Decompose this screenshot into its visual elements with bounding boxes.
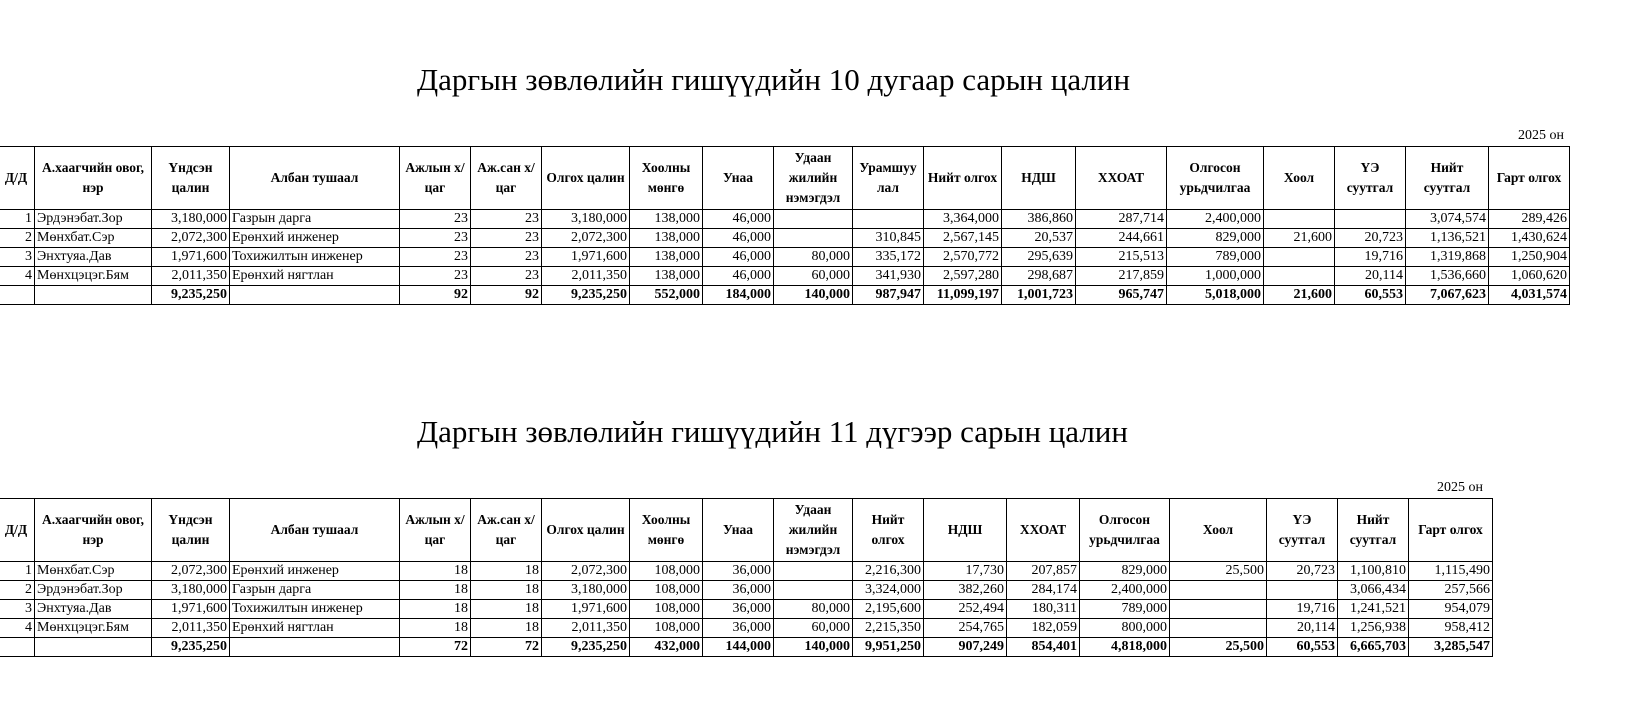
column-header: Гарт олгох bbox=[1409, 499, 1493, 562]
table-cell: 2,072,300 bbox=[542, 229, 630, 248]
table-cell: 3,180,000 bbox=[152, 210, 230, 229]
table-cell: 800,000 bbox=[1080, 619, 1170, 638]
table-cell: 108,000 bbox=[630, 562, 703, 581]
table-cell bbox=[1170, 600, 1267, 619]
table-cell: 3,180,000 bbox=[542, 210, 630, 229]
table-cell: Мөнхбат.Сэр bbox=[35, 562, 152, 581]
column-header: Гарт олгох bbox=[1489, 147, 1570, 210]
table-cell: 244,661 bbox=[1076, 229, 1167, 248]
table-cell: 1,115,490 bbox=[1409, 562, 1493, 581]
salary-table-october bbox=[0, 146, 1570, 305]
total-cell: 140,000 bbox=[774, 638, 853, 657]
table-cell: 2 bbox=[0, 229, 35, 248]
table-2-title: Даргын зөвлөлийн гишүүдийн 11 дүгээр сарын цалин bbox=[417, 414, 1128, 449]
total-cell: 7,067,623 bbox=[1406, 286, 1489, 305]
total-cell: 907,249 bbox=[924, 638, 1007, 657]
table-cell: Газрын дарга bbox=[230, 581, 400, 600]
table-cell: 2,072,300 bbox=[152, 229, 230, 248]
table-cell: Тохижилтын инженер bbox=[230, 600, 400, 619]
table-cell: Газрын дарга bbox=[230, 210, 400, 229]
table-cell: 2,400,000 bbox=[1167, 210, 1264, 229]
table-cell: 3,066,434 bbox=[1338, 581, 1409, 600]
table-cell bbox=[1264, 267, 1335, 286]
column-header: Д/Д bbox=[0, 499, 35, 562]
total-cell bbox=[35, 286, 152, 305]
total-cell: 965,747 bbox=[1076, 286, 1167, 305]
total-cell: 144,000 bbox=[703, 638, 774, 657]
table-cell: Энхтуяа.Дав bbox=[35, 248, 152, 267]
table-cell bbox=[1170, 619, 1267, 638]
table-cell: 2,011,350 bbox=[542, 267, 630, 286]
column-header: ХХОАТ bbox=[1007, 499, 1080, 562]
table-cell: 254,765 bbox=[924, 619, 1007, 638]
table-cell: 18 bbox=[400, 562, 471, 581]
total-cell: 4,031,574 bbox=[1489, 286, 1570, 305]
table-cell: Ерөнхий инженер bbox=[230, 229, 400, 248]
table-cell: 18 bbox=[400, 600, 471, 619]
table-cell: 1,000,000 bbox=[1167, 267, 1264, 286]
salary-table-november bbox=[0, 498, 1493, 657]
column-header: Ажлын х/цаг bbox=[400, 147, 471, 210]
table-cell: 298,687 bbox=[1002, 267, 1076, 286]
table-row bbox=[0, 619, 1493, 638]
table-cell: 108,000 bbox=[630, 581, 703, 600]
table-cell: 80,000 bbox=[774, 248, 853, 267]
column-header: НДШ bbox=[924, 499, 1007, 562]
column-header: Аж.сан х/цаг bbox=[471, 147, 542, 210]
table-cell bbox=[774, 210, 853, 229]
table-cell bbox=[774, 581, 853, 600]
table-cell: 46,000 bbox=[703, 229, 774, 248]
table-cell: 2,011,350 bbox=[152, 619, 230, 638]
column-header: Унаа bbox=[703, 147, 774, 210]
column-header: ҮЭ суутгал bbox=[1335, 147, 1406, 210]
total-cell: 60,553 bbox=[1335, 286, 1406, 305]
table-cell: 23 bbox=[400, 229, 471, 248]
table-2-year: 2025 он bbox=[1437, 480, 1483, 495]
table-cell: 23 bbox=[471, 248, 542, 267]
table-cell: 3,364,000 bbox=[924, 210, 1002, 229]
total-cell: 3,285,547 bbox=[1409, 638, 1493, 657]
table-cell: 18 bbox=[471, 619, 542, 638]
table-cell: 1,100,810 bbox=[1338, 562, 1409, 581]
total-row bbox=[0, 638, 1493, 657]
total-row bbox=[0, 286, 1570, 305]
column-header: ХХОАТ bbox=[1076, 147, 1167, 210]
table-cell: 1,250,904 bbox=[1489, 248, 1570, 267]
table-cell: 310,845 bbox=[853, 229, 924, 248]
table-cell: 3,180,000 bbox=[152, 581, 230, 600]
table-cell: 3,074,574 bbox=[1406, 210, 1489, 229]
table-cell bbox=[853, 210, 924, 229]
total-cell: 21,600 bbox=[1264, 286, 1335, 305]
table-cell: 3 bbox=[0, 600, 35, 619]
table-cell bbox=[1264, 248, 1335, 267]
table-cell: 46,000 bbox=[703, 248, 774, 267]
table-cell bbox=[774, 562, 853, 581]
table-cell bbox=[1267, 581, 1338, 600]
table-cell: 3,180,000 bbox=[542, 581, 630, 600]
table-cell: 21,600 bbox=[1264, 229, 1335, 248]
table-cell: 1,136,521 bbox=[1406, 229, 1489, 248]
total-cell: 25,500 bbox=[1170, 638, 1267, 657]
table-cell: 36,000 bbox=[703, 581, 774, 600]
total-cell: 72 bbox=[400, 638, 471, 657]
table-cell: 20,723 bbox=[1267, 562, 1338, 581]
column-header: Д/Д bbox=[0, 147, 35, 210]
table-cell: 36,000 bbox=[703, 600, 774, 619]
total-cell: 9,235,250 bbox=[152, 638, 230, 657]
total-cell: 4,818,000 bbox=[1080, 638, 1170, 657]
table-1-year: 2025 он bbox=[1518, 128, 1564, 143]
total-cell: 9,235,250 bbox=[542, 286, 630, 305]
table-row bbox=[0, 248, 1570, 267]
column-header: Урамшуу лал bbox=[853, 147, 924, 210]
table-cell: 954,079 bbox=[1409, 600, 1493, 619]
table-cell: 2,072,300 bbox=[152, 562, 230, 581]
table-cell: Эрдэнэбат.Зор bbox=[35, 581, 152, 600]
table-cell: 2,597,280 bbox=[924, 267, 1002, 286]
table-cell: Энхтуяа.Дав bbox=[35, 600, 152, 619]
table-cell: Мөнхцэцэг.Бям bbox=[35, 619, 152, 638]
table-cell: 1,256,938 bbox=[1338, 619, 1409, 638]
table-cell: 1,971,600 bbox=[542, 600, 630, 619]
table-cell: 2 bbox=[0, 581, 35, 600]
table-cell: 2,216,300 bbox=[853, 562, 924, 581]
total-cell: 5,018,000 bbox=[1167, 286, 1264, 305]
column-header: Албан тушаал bbox=[230, 499, 400, 562]
table-cell: 789,000 bbox=[1167, 248, 1264, 267]
table-cell: 217,859 bbox=[1076, 267, 1167, 286]
table-cell: 295,639 bbox=[1002, 248, 1076, 267]
total-cell: 9,235,250 bbox=[542, 638, 630, 657]
column-header: Хоол bbox=[1170, 499, 1267, 562]
table-row bbox=[0, 229, 1570, 248]
table-cell: 789,000 bbox=[1080, 600, 1170, 619]
table-cell: 20,114 bbox=[1267, 619, 1338, 638]
column-header: Ажлын х/цаг bbox=[400, 499, 471, 562]
table-cell: 2,011,350 bbox=[152, 267, 230, 286]
table-cell: 341,930 bbox=[853, 267, 924, 286]
total-cell: 987,947 bbox=[853, 286, 924, 305]
table-cell: 182,059 bbox=[1007, 619, 1080, 638]
column-header: ҮЭ суутгал bbox=[1267, 499, 1338, 562]
total-cell: 6,665,703 bbox=[1338, 638, 1409, 657]
table-cell: 215,513 bbox=[1076, 248, 1167, 267]
header-row bbox=[0, 147, 1570, 210]
table-cell: 4 bbox=[0, 267, 35, 286]
total-cell bbox=[0, 638, 35, 657]
table-cell: 2,215,350 bbox=[853, 619, 924, 638]
table-cell: 23 bbox=[400, 267, 471, 286]
table-cell: 3,324,000 bbox=[853, 581, 924, 600]
table-cell: 20,114 bbox=[1335, 267, 1406, 286]
table-cell: 60,000 bbox=[774, 619, 853, 638]
total-cell: 184,000 bbox=[703, 286, 774, 305]
table-cell: 2,011,350 bbox=[542, 619, 630, 638]
total-cell: 140,000 bbox=[774, 286, 853, 305]
column-header: Удаан жилийн нэмэгдэл bbox=[774, 147, 853, 210]
total-cell: 432,000 bbox=[630, 638, 703, 657]
column-header: А.хаагчийн овог, нэр bbox=[35, 147, 152, 210]
total-cell: 72 bbox=[471, 638, 542, 657]
column-header: Нийт олгох bbox=[924, 147, 1002, 210]
total-cell: 1,001,723 bbox=[1002, 286, 1076, 305]
table-cell: 138,000 bbox=[630, 210, 703, 229]
total-cell: 11,099,197 bbox=[924, 286, 1002, 305]
table-cell: 1,060,620 bbox=[1489, 267, 1570, 286]
table-cell: 289,426 bbox=[1489, 210, 1570, 229]
column-header: Аж.сан х/цаг bbox=[471, 499, 542, 562]
column-header: Удаан жилийн нэмэгдэл bbox=[774, 499, 853, 562]
table-cell bbox=[1335, 210, 1406, 229]
table-cell: 17,730 bbox=[924, 562, 1007, 581]
total-cell bbox=[230, 638, 400, 657]
column-header: Албан тушаал bbox=[230, 147, 400, 210]
table-cell: 284,174 bbox=[1007, 581, 1080, 600]
table-cell: Ерөнхий нягтлан bbox=[230, 619, 400, 638]
table-cell: 829,000 bbox=[1167, 229, 1264, 248]
column-header: Үндсэн цалин bbox=[152, 147, 230, 210]
total-cell: 60,553 bbox=[1267, 638, 1338, 657]
table-cell: 138,000 bbox=[630, 229, 703, 248]
column-header: НДШ bbox=[1002, 147, 1076, 210]
table-cell: 138,000 bbox=[630, 248, 703, 267]
table-cell: 36,000 bbox=[703, 562, 774, 581]
column-header: Олгох цалин bbox=[542, 147, 630, 210]
table-cell: Ерөнхий инженер bbox=[230, 562, 400, 581]
table-cell: 1 bbox=[0, 210, 35, 229]
column-header: Нийт суутгал bbox=[1406, 147, 1489, 210]
total-cell: 854,401 bbox=[1007, 638, 1080, 657]
table-cell: 19,716 bbox=[1267, 600, 1338, 619]
table-cell: 1 bbox=[0, 562, 35, 581]
table-cell: 2,570,772 bbox=[924, 248, 1002, 267]
table-row bbox=[0, 581, 1493, 600]
table-cell: 386,860 bbox=[1002, 210, 1076, 229]
table-cell: 19,716 bbox=[1335, 248, 1406, 267]
table-cell bbox=[1264, 210, 1335, 229]
table-cell: 23 bbox=[400, 248, 471, 267]
table-cell: 18 bbox=[471, 581, 542, 600]
table-cell: 2,195,600 bbox=[853, 600, 924, 619]
table-cell: Тохижилтын инженер bbox=[230, 248, 400, 267]
column-header: А.хаагчийн овог, нэр bbox=[35, 499, 152, 562]
total-cell: 92 bbox=[400, 286, 471, 305]
table-cell: 60,000 bbox=[774, 267, 853, 286]
table-cell: Мөнхцэцэг.Бям bbox=[35, 267, 152, 286]
table-cell: 180,311 bbox=[1007, 600, 1080, 619]
total-cell: 552,000 bbox=[630, 286, 703, 305]
table-cell: 958,412 bbox=[1409, 619, 1493, 638]
table-cell: 3 bbox=[0, 248, 35, 267]
table-cell: 207,857 bbox=[1007, 562, 1080, 581]
total-cell: 92 bbox=[471, 286, 542, 305]
table-cell: 335,172 bbox=[853, 248, 924, 267]
column-header: Унаа bbox=[703, 499, 774, 562]
table-cell: 108,000 bbox=[630, 600, 703, 619]
table-cell: 36,000 bbox=[703, 619, 774, 638]
table-cell: 1,241,521 bbox=[1338, 600, 1409, 619]
header-row bbox=[0, 499, 1493, 562]
table-cell: 138,000 bbox=[630, 267, 703, 286]
column-header: Үндсэн цалин bbox=[152, 499, 230, 562]
total-cell bbox=[35, 638, 152, 657]
table-cell: 1,971,600 bbox=[542, 248, 630, 267]
table-cell: 2,400,000 bbox=[1080, 581, 1170, 600]
table-cell: Ерөнхий нягтлан bbox=[230, 267, 400, 286]
column-header: Нийт олгох bbox=[853, 499, 924, 562]
table-cell: 23 bbox=[471, 267, 542, 286]
table-cell: 2,567,145 bbox=[924, 229, 1002, 248]
column-header: Нийт суутгал bbox=[1338, 499, 1409, 562]
table-cell: 1,536,660 bbox=[1406, 267, 1489, 286]
table-cell: 18 bbox=[400, 581, 471, 600]
column-header: Хоолны мөнгө bbox=[630, 147, 703, 210]
table-cell: 23 bbox=[400, 210, 471, 229]
column-header: Олгосон урьдчилгаа bbox=[1167, 147, 1264, 210]
table-cell: 252,494 bbox=[924, 600, 1007, 619]
table-cell: 23 bbox=[471, 210, 542, 229]
table-cell: 287,714 bbox=[1076, 210, 1167, 229]
table-cell: 18 bbox=[471, 562, 542, 581]
table-cell: 20,723 bbox=[1335, 229, 1406, 248]
table-cell: 1,319,868 bbox=[1406, 248, 1489, 267]
table-cell: 80,000 bbox=[774, 600, 853, 619]
table-cell: 1,971,600 bbox=[152, 600, 230, 619]
table-cell: 829,000 bbox=[1080, 562, 1170, 581]
column-header: Олгосон урьдчилгаа bbox=[1080, 499, 1170, 562]
table-cell: 257,566 bbox=[1409, 581, 1493, 600]
table-cell: 1,971,600 bbox=[152, 248, 230, 267]
table-cell: 23 bbox=[471, 229, 542, 248]
table-cell: 108,000 bbox=[630, 619, 703, 638]
table-cell: 4 bbox=[0, 619, 35, 638]
table-1-title: Даргын зөвлөлийн гишүүдийн 10 дугаар сарын цалин bbox=[417, 62, 1131, 97]
column-header: Олгох цалин bbox=[542, 499, 630, 562]
table-cell: Эрдэнэбат.Зор bbox=[35, 210, 152, 229]
table-cell: 382,260 bbox=[924, 581, 1007, 600]
column-header: Хоолны мөнгө bbox=[630, 499, 703, 562]
table-row bbox=[0, 562, 1493, 581]
table-row bbox=[0, 210, 1570, 229]
table-cell: 25,500 bbox=[1170, 562, 1267, 581]
table-cell: Мөнхбат.Сэр bbox=[35, 229, 152, 248]
table-row bbox=[0, 600, 1493, 619]
table-cell: 1,430,624 bbox=[1489, 229, 1570, 248]
table-row bbox=[0, 267, 1570, 286]
total-cell: 9,235,250 bbox=[152, 286, 230, 305]
table-cell: 18 bbox=[400, 619, 471, 638]
total-cell bbox=[0, 286, 35, 305]
table-cell: 46,000 bbox=[703, 210, 774, 229]
table-cell: 20,537 bbox=[1002, 229, 1076, 248]
column-header: Хоол bbox=[1264, 147, 1335, 210]
table-cell bbox=[1170, 581, 1267, 600]
table-cell: 46,000 bbox=[703, 267, 774, 286]
total-cell: 9,951,250 bbox=[853, 638, 924, 657]
table-cell: 18 bbox=[471, 600, 542, 619]
table-cell bbox=[774, 229, 853, 248]
total-cell bbox=[230, 286, 400, 305]
table-cell: 2,072,300 bbox=[542, 562, 630, 581]
